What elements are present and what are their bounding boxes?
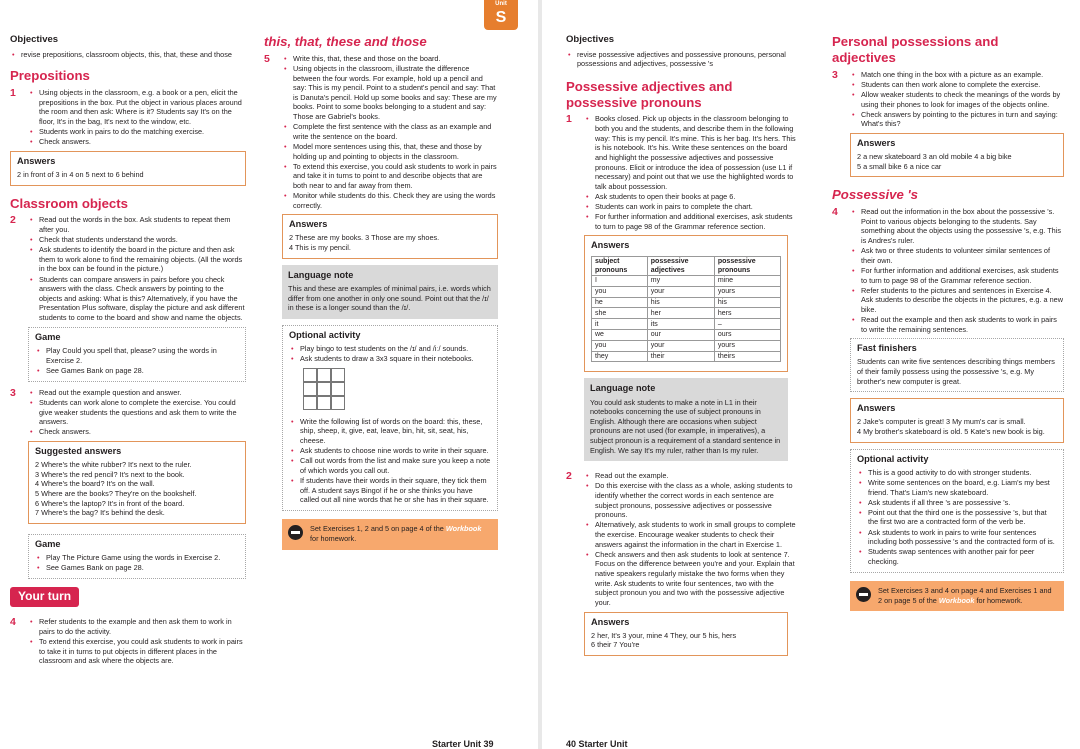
answers-box-2: Answers 2 her, It's 3 your, mine 4 They, our 5 his, hers 6 their 7 You're — [584, 612, 788, 656]
list-item: • Point out that the third one is the possessive 's, but that the first two are a contracted form of the verb be. — [857, 508, 1057, 527]
prepositions-title: Prepositions — [10, 68, 90, 84]
bingo-grid — [303, 368, 348, 410]
page-number: Starter Unit 39 — [432, 739, 494, 749]
list-item: • For further information and additional exercises, ask students to turn to page 98 of the Grammar reference section. — [850, 266, 1064, 285]
answer-line: 7 Where's the bag? It's behind the desk. — [35, 508, 165, 518]
list-item: • Check answers. — [28, 137, 246, 147]
classroom-objects-title: Classroom objects — [10, 195, 128, 211]
answer-line: 2 Where's the white rubber? It's next to the ruler. — [35, 460, 192, 470]
exercise-3: 3 • Read out the example question and answer. • Students can work alone to complete the exercise. You could give weaker students the questions and ask them to write the answers. • Check answers. — [10, 388, 246, 437]
book-icon — [856, 587, 871, 602]
answers-table-box: Answers subject pronouns possessive adjectives possessive pronouns I my mine you your yours he his his she her hers it its – we our ours you your yours they their theirs — [584, 235, 788, 372]
list-item: • Monitor while students do this. Check they are using the words correctly. — [282, 191, 498, 210]
possessive-title: Possessive adjectives and possessive pronouns — [566, 78, 733, 110]
table-row: you your yours — [592, 340, 781, 351]
list-item: • See Games Bank on page 28. — [35, 366, 239, 376]
answer-line: 4 Where's the board? It's on the wall. — [35, 479, 155, 489]
list-item: • Read out the information in the box about the possessive 's. Point to various objects belonging to the students. Say something about the objects using the possessive 's, e.g. This is Andres's ruler. — [850, 207, 1064, 246]
answer-line: 5 Where are the books? They're on the bookshelf. — [35, 488, 197, 498]
suggested-answers-box: Suggested answers 2 Where's the white rubber? It's next to the ruler. 3 Where's the red pencil? It's next to the book. 4 Where's the board? It's on the wall. 5 Where are the books? They're on the bookshelf. 6 Where's the laptop? It's in front of the board. 7 Where's the bag? It's behind the desk. — [28, 441, 246, 524]
right-page-left-column — [566, 34, 798, 662]
objectives-item: • revise possessive adjectives and possessive pronouns, personal possessions and adjectives, possessive 's — [566, 50, 798, 69]
list-item: • Students can work in pairs to complete the chart. — [584, 202, 798, 212]
list-item: • Read out the example question and answer. — [28, 388, 246, 398]
list-item: • Allow weaker students to check the meanings of the words by using their phones to look for images of the objects online. — [850, 90, 1064, 109]
exercise-1: 1 • Books closed. Pick up objects in the classroom belonging to both you and the students, and describe them in the following way: This is my pencil. It's mine. This is her bag. It's hers. This is his notebook. It's his. Write these sentences on the board and highlight the possessive adjectives and possessive pronouns. Elicit or introduce the idea of possession (use L1 if necessary) and point out that we use the highlighted words to talk about possession. • Ask students to open their books at page 6. • Students can work in pairs to complete the chart. • For further information and additional exercises, ask students to turn to page 98 of the Grammar reference section. — [566, 114, 798, 231]
language-note: Language note This and these are examples of minimal pairs, i.e. words which differ from one another in only one sound. Point out that the /ɪ/ in these is a longer sound than the /ɪ/. — [282, 265, 498, 319]
optional-activity-box: Optional activity • Play bingo to test students on the /ɪ/ and /iː/ sounds. • Ask students to draw a 3x3 square in their notebooks. • Write the following list of words on the board: this, these, ship, sheep, it, give, eat, leave, bin, hit, sit, seat, his, cheese. • Ask students to choose nine words to write in their square. • Call out words from the list and make sure you keep a note of which words you call out. • If students have their words in their square, they tick them off. A student says Bingo! if he or she thinks you have called out all nine words that he or she has in their square. — [282, 325, 498, 512]
answers-box-4: Answers 2 Jake's computer is great! 3 My mum's car is small. 4 My brother's skateboard is old. 5 Kate's new book is big. — [850, 398, 1064, 442]
exercise-4: 4 • Refer students to the example and then ask them to work in pairs to do the activity. • To extend this exercise, you could ask students to work in pairs to take it in turns to put objects in different places in the classroom and ask where the objects are. — [10, 617, 246, 666]
homework-banner: Set Exercises 1, 2 and 5 on page 4 of the Workbook for homework. — [282, 519, 498, 549]
answers-box: Answers 2 in front of 3 in 4 on 5 next to 6 behind — [10, 151, 246, 186]
right-page — [542, 0, 1080, 749]
list-item: • Write the following list of words on the board: this, these, ship, sheep, it, give, eat, leave, bin, hit, sit, seat, his, cheese. — [289, 417, 491, 446]
list-item: • Refer students to the example and then ask them to work in pairs to do the activity. — [28, 617, 246, 636]
objectives-item: • revise prepositions, classroom objects, this, that, these and those — [10, 50, 246, 60]
list-item: • Ask students to draw a 3x3 square in their notebooks. — [289, 354, 491, 364]
language-note-text: This and these are examples of minimal pairs, i.e. words which differ from one another in only one sound. Point out that the /ɪ/ in these is a longer sound than the /ɪ/. — [288, 283, 491, 313]
fast-finishers-box: Fast finishers Students can write five sentences describing things members of their family possess using the possessive 's, e.g. My brother's new computer is great. — [850, 338, 1064, 392]
list-item: • If students have their words in their square, they tick them off. A student says Bingo! if he or she thinks you have called out all nine words that he or she has in their square. — [289, 476, 491, 505]
list-item: • Books closed. Pick up objects in the classroom belonging to both you and the students, and describe them in the following way: This is my pencil. It's mine. This is her bag. It's hers. This is his notebook. It's his. Write these sentences on the board and highlight the possessive adjectives and possessive pronouns. Elicit or introduce the idea of possession (use L1 if necessary) and point out that we use the highlighted words to talk about possession. — [584, 114, 798, 191]
answer-line: 4 My brother's skateboard is old. 5 Kate's new book is big. — [857, 427, 1045, 437]
optional-activity-box: Optional activity • This is a good activity to do with stronger students. • Write some sentences on the board, e.g. Liam's my best friend. That's Liam's new skateboard. • Ask students if all three 's are possessive 's. • Point out that the third one is the possessive 's, but that the first two are a contracted form of the verb be. • Ask students to work in pairs to write four sentences including both possessive 's and the contracted form of is. • Students swap sentences with another pair for peer checking. — [850, 449, 1064, 573]
list-item: • Using objects in the classroom, e.g. a book or a pen, elicit the prepositions in the box. Put the object in various places around the room and then ask: Where is it? Students say It's on the floor, It's in the bag, It's next to the window, etc. — [28, 88, 246, 127]
answer-line: 5 a small bike 6 a nice car — [857, 161, 942, 171]
list-item: • Refer students to the pictures and sentences in Exercise 4. Ask students to describe the objects in the pictures, e.g. a new bike. — [850, 286, 1064, 315]
answer-line: 2 These are my books. 3 Those are my shoes. — [289, 233, 440, 243]
possessive-s-title: Possessive 's — [832, 187, 918, 203]
list-item: • Students can compare answers in pairs before you check answers with the class. Check answers by pointing to the objects and asking: What is this? Alternatively, if you have the Presentation Plus software, display the picture and ask different students to come to the board and show and name the objects. — [28, 275, 246, 323]
list-item: • Read out the example. — [584, 471, 798, 481]
your-turn-badge: Your turn — [10, 587, 79, 607]
language-note-text: You could ask students to make a note in L1 in their notebooks concerning the use of subject pronouns in English. Although there are occasions when subject pronouns are not used (for example, in imperatives), a subject pronoun is a requirement of a standard sentence in English. We say It's my ruler, rather than Is my ruler. — [590, 397, 781, 455]
table-row: I my mine — [592, 276, 781, 287]
left-page-right-column — [264, 34, 498, 558]
answer-line: 3 Where's the red pencil? It's next to the book. — [35, 469, 185, 479]
list-item: • Model more sentences using this, that, these and those by holding up and pointing to objects in the classroom. — [282, 142, 498, 161]
list-item: • Students work in pairs to do the matching exercise. — [28, 127, 246, 137]
list-item: • Using objects in the classroom, illustrate the difference between the four words. For example, hold up a pencil and say: This is my pencil. Point to a student's pencil and say: That is Danuta's pencil. Hold up some books and say: These are my books. Point to some books belonging to a student and say: Those are Gabriel's books. — [282, 64, 498, 122]
list-item: • Students can work alone to complete the exercise. You could give weaker students the questions and ask them to write the answers. — [28, 398, 246, 427]
left-column — [10, 34, 246, 669]
list-item: • Play The Picture Game using the words in Exercise 2. — [35, 553, 239, 563]
this-that-title: this, that, these and those — [264, 34, 427, 49]
list-item: • Play Could you spell that, please? using the words in Exercise 2. — [35, 346, 239, 365]
exercise-4: 4 • Read out the information in the box about the possessive 's. Point to various objects belonging to the students. Say something about the objects using the possessive 's, e.g. This is Andres's ruler. • Ask two or three students to volunteer similar sentences of their own. • For further information and additional exercises, ask students to turn to page 98 of the Grammar reference section. • Refer students to the pictures and sentences in Exercise 4. Ask students to describe the objects in the pictures, e.g. a new bike. • Read out the example and then ask students to work in pairs to write the remaining sentences. — [832, 207, 1064, 334]
list-item: • Do this exercise with the class as a whole, asking students to identify whether the correct words in each sentence are subject pronouns, possessive adjectives or possessive pronouns. — [584, 481, 798, 520]
list-item: • Complete the first sentence with the class as an example and write the sentence on the board. — [282, 122, 498, 141]
pronoun-table: subject pronouns possessive adjectives possessive pronouns I my mine you your yours he his his she her hers it its – we our ours you your yours they their theirs — [591, 256, 781, 363]
list-item: • Check answers and then ask students to look at sentence 7. Focus on the difference between you're and your. Explain that native speakers regularly mistake the two forms when they write. Ask students to write four sentences, two with the subject pronoun you and two with the possessive adjective your. — [584, 550, 798, 608]
list-item: • Ask students to work in pairs to write four sentences including both possessive 's and the contracted form of is. — [857, 528, 1057, 547]
list-item: • Check answers. — [28, 427, 246, 437]
objectives-title: Objectives — [566, 34, 615, 45]
page-number: 40 Starter Unit — [566, 739, 628, 749]
answers-box-3: Answers 2 a new skateboard 3 an old mobile 4 a big bike 5 a small bike 6 a nice car — [850, 133, 1064, 177]
table-row: we our ours — [592, 330, 781, 341]
answer-line: 2 a new skateboard 3 an old mobile 4 a big bike — [857, 152, 1012, 162]
list-item: • Ask students to open their books at page 6. — [584, 192, 798, 202]
workbook-label: Workbook — [938, 595, 975, 605]
list-item: • Ask students to identify the board in the picture and then ask them to work alone to find the remaining objects. (All the words in the box can be found in the picture.) — [28, 245, 246, 274]
list-item: • This is a good activity to do with stronger students. — [857, 468, 1057, 478]
game-box-2: Game • Play The Picture Game using the words in Exercise 2. • See Games Bank on page 28. — [28, 534, 246, 579]
answer-line: 6 their 7 You're — [591, 640, 640, 650]
book-icon — [288, 525, 303, 540]
list-item: • Read out the example and then ask students to work in pairs to write the remaining sentences. — [850, 315, 1064, 334]
language-note: Language note You could ask students to make a note in L1 in their notebooks concerning the use of subject pronouns in English. Although there are occasions when subject pronouns are not used (for example, in imperatives), a subject pronoun is a requirement of a standard sentence in English. We say It's my ruler, rather than Is my ruler. — [584, 378, 788, 461]
personal-possessions-title: Personal possessions and adjectives — [832, 34, 999, 65]
unit-tab: Unit S — [484, 0, 518, 30]
list-item: • Match one thing in the box with a picture as an example. — [850, 70, 1064, 80]
answer-line: 6 Where's the laptop? It's in front of the board. — [35, 498, 185, 508]
answer-line: 2 Jake's computer is great! 3 My mum's car is small. — [857, 417, 1026, 427]
objectives-title: Objectives — [10, 34, 59, 45]
exercise-2: 2 • Read out the words in the box. Ask students to repeat them after you. • Check that students understand the words. • Ask students to identify the board in the picture and then ask them to work alone to find the remaining objects. (All the words in the box can be found in the picture.) • Students can compare answers in pairs before you check answers with the class. Check answers by pointing to the objects and asking: What is this? Alternatively, if you have the Presentation Plus software, display the picture and ask different students to come to the board and show and name the objects. — [10, 215, 246, 322]
answers-box-5: Answers 2 These are my books. 3 Those are my shoes. 4 This is my pencil. — [282, 214, 498, 258]
exercise-3: 3 • Match one thing in the box with a picture as an example. • Students can then work alone to complete the exercise. • Allow weaker students to check the meanings of the words by using their phones to look for images of the objects online. • Check answers by pointing to the pictures in turn and saying: What's this? — [832, 70, 1064, 129]
list-item: • Call out words from the list and make sure you keep a note of which words you call out. — [289, 456, 491, 475]
answer-line: 4 This is my pencil. — [289, 243, 351, 253]
list-item: • Ask two or three students to volunteer similar sentences of their own. — [850, 246, 1064, 265]
answer-line: 2 her, It's 3 your, mine 4 They, our 5 his, hers — [591, 630, 737, 640]
table-row: you your yours — [592, 286, 781, 297]
list-item: • Ask students if all three 's are possessive 's. — [857, 498, 1057, 508]
list-item: • Students swap sentences with another pair for peer checking. — [857, 547, 1057, 566]
list-item: • Read out the words in the box. Ask students to repeat them after you. — [28, 215, 246, 234]
objectives-list — [10, 50, 246, 60]
workbook-label: Workbook — [445, 524, 482, 534]
list-item: • Write this, that, these and those on the board. — [282, 54, 498, 64]
game-box: Game • Play Could you spell that, please? using the words in Exercise 2. • See Games Bank on page 28. — [28, 327, 246, 382]
list-item: • See Games Bank on page 28. — [35, 563, 239, 573]
table-row: he his his — [592, 297, 781, 308]
table-row: it its – — [592, 319, 781, 330]
list-item: • To extend this exercise, you could ask students to work in pairs and take it in turns to point to and describe objects that are both near to and far away from them. — [282, 162, 498, 191]
exercise-1: 1 • Using objects in the classroom, e.g. a book or a pen, elicit the prepositions in the box. Put the object in various places around the room and then ask: Where is it? Students say It's on the floor, It's in the bag, It's next to the window, etc. • Students work in pairs to do the matching exercise. • Check answers. — [10, 88, 246, 147]
table-row: they their theirs — [592, 351, 781, 362]
list-item: • To extend this exercise, you could ask students to work in pairs to take it in turns to put objects in different places in the classroom and ask where the objects are. — [28, 637, 246, 666]
answers-text: 2 in front of 3 in 4 on 5 next to 6 behind — [17, 169, 144, 179]
list-item: • Check answers by pointing to the pictures in turn and saying: What's this? — [850, 110, 1064, 129]
list-item: • Write some sentences on the board, e.g. Liam's my best friend. That's Liam's new skateboard. — [857, 478, 1057, 497]
exercise-2: 2 • Read out the example. • Do this exercise with the class as a whole, asking students to identify whether the correct words in each sentence are subject pronouns, possessive adjectives or possessive pronouns. • Alternatively, ask students to work in small groups to complete the exercise. Encourage weaker students to check their answers against the information in the chart in Exercise 1. • Check answers and then ask students to look at sentence 7. Focus on the difference between you're and your. Explain that native speakers regularly mistake the two forms when they write. Ask students to write four sentences, two with the subject pronoun you and two with the possessive adjective your. — [566, 471, 798, 607]
list-item: • Check that students understand the words. — [28, 235, 246, 245]
table-row: she her hers — [592, 308, 781, 319]
right-page-right-column — [832, 34, 1064, 619]
homework-banner: Set Exercises 3 and 4 on page 4 and Exercises 1 and 2 on page 5 of the Workbook for homework. — [850, 581, 1064, 611]
list-item: • Play bingo to test students on the /ɪ/ and /iː/ sounds. — [289, 344, 491, 354]
list-item: • Ask students to choose nine words to write in their square. — [289, 446, 491, 456]
list-item: • Students can then work alone to complete the exercise. — [850, 80, 1064, 90]
exercise-5: 5 • Write this, that, these and those on the board. • Using objects in the classroom, illustrate the difference between the four words. For example, hold up a pencil and say: This is my pencil. Point to a student's pencil and say: That is Danuta's pencil. Hold up some books and say: These are my books. Point to some books belonging to a student and say: Those are Gabriel's books. • Complete the first sentence with the class as an example and write the sentence on the board. • Model more sentences using this, that, these and those by holding up and pointing to objects in the classroom. • To extend this exercise, you could ask students to work in pairs and take it in turns to point to and describe objects that are both near to and far away from them. • Monitor while students do this. Check they are using the words correctly. — [264, 54, 498, 211]
list-item: • Alternatively, ask students to work in small groups to complete the exercise. Encourage weaker students to check their answers against the information in the chart in Exercise 1. — [584, 520, 798, 549]
list-item: • For further information and additional exercises, ask students to turn to page 98 of the Grammar reference section. — [584, 212, 798, 231]
left-page — [0, 0, 538, 749]
